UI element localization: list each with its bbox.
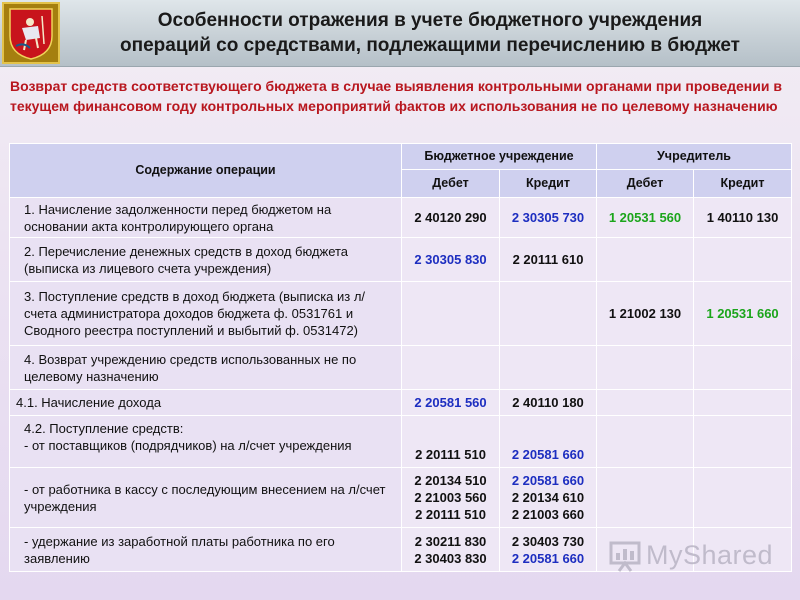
cell-institution-credit: 2 30305 730 [500, 198, 597, 238]
cell-institution-credit [500, 346, 597, 390]
cell-founder-debit [597, 468, 694, 528]
account-line: 2 20581 660 [511, 550, 585, 566]
row-description: 1. Начисление задолженности перед бюджетом на основании акта контролирующего органа [10, 198, 402, 238]
row-description: 3. Поступление средств в доход бюджета (выписка из л/ счета администратора доходов бюджета ф. 0531761 и Сводного реестра поступлений и выбытий ф. 0531472) [10, 282, 402, 346]
cell-founder-credit [694, 238, 792, 282]
cell-institution-debit [402, 528, 500, 572]
cell-founder-debit [597, 390, 694, 416]
header-founder-credit: Кредит [694, 170, 792, 198]
cell-institution-debit [402, 468, 500, 528]
header-founder: Учредитель [597, 144, 792, 170]
cell-founder-debit: 1 20531 560 [597, 198, 694, 238]
moscow-coat-of-arms-icon [2, 2, 60, 64]
row-description: - от работника в кассу с последующим внесением на л/счет учреждения [10, 468, 402, 528]
account-line: 2 30211 830 [414, 533, 487, 549]
account-line: 2 20134 510 [414, 473, 487, 488]
cell-institution-credit [500, 282, 597, 346]
cell-institution-debit: 2 20581 560 [402, 390, 500, 416]
cell-institution-debit: 2 30305 830 [402, 238, 500, 282]
watermark-text: MyShared [646, 540, 774, 570]
intro-text: Возврат средств соответствующего бюджета в случае выявления контрольными органами при проведении в текущем финансовом году контрольных мероприятий фактов их использования не по целевому назначению [10, 78, 782, 114]
cell-founder-credit: 1 20531 660 [694, 282, 792, 346]
cell-institution-debit: 2 20111 510 [402, 416, 500, 468]
row-description: 4. Возврат учреждению средств использованных не по целевому назначению [10, 346, 402, 390]
cell-founder-credit: 1 40110 130 [694, 198, 792, 238]
table-row [10, 390, 792, 416]
cell-founder-debit: 1 21002 130 [597, 282, 694, 346]
header-institution-debit: Дебет [402, 170, 500, 198]
header-institution-credit: Кредит [500, 170, 597, 198]
account-line: 2 21003 560 [414, 490, 487, 505]
cell-founder-credit [694, 416, 792, 468]
header-institution: Бюджетное учреждение [402, 144, 597, 170]
cell-founder-debit [597, 238, 694, 282]
row-description: 2. Перечисление денежных средств в доход бюджета (выписка из лицевого счета учреждения) [10, 238, 402, 282]
title-line-1: Особенности отражения в учете бюджетного учреждения [157, 10, 703, 31]
cell-institution-debit [402, 282, 500, 346]
operations-table [9, 143, 792, 572]
cell-founder-credit [694, 346, 792, 390]
table-row [10, 282, 792, 346]
table-row [10, 198, 792, 238]
cell-institution-debit: 2 40120 290 [402, 198, 500, 238]
account-line: 2 20134 610 [511, 490, 585, 505]
row-description: 4.2. Поступление средств: - от поставщиков (подрядчиков) на л/счет учреждения [10, 416, 402, 468]
title-line-2: операций со средствами, подлежащими перечислению в бюджет [120, 35, 740, 56]
row-description: - удержание из заработной платы работника по его заявлению [10, 528, 402, 572]
account-line: 2 20581 660 [511, 473, 585, 488]
page-title [70, 8, 790, 58]
presentation-board-icon [608, 540, 642, 572]
cell-institution-credit: 2 40110 180 [500, 390, 597, 416]
cell-founder-credit [694, 390, 792, 416]
header-operation: Содержание операции [10, 144, 402, 198]
table-row [10, 416, 792, 468]
account-line: 2 20111 510 [415, 507, 486, 522]
table-row [10, 346, 792, 390]
account-line: 2 21003 660 [511, 507, 585, 522]
slide-header [0, 0, 800, 67]
table-row [10, 238, 792, 282]
cell-founder-debit [597, 346, 694, 390]
cell-institution-credit [500, 468, 597, 528]
cell-institution-debit [402, 346, 500, 390]
table-row [10, 468, 792, 528]
cell-institution-credit: 2 20111 610 [500, 238, 597, 282]
cell-institution-credit [500, 528, 597, 572]
header-founder-debit: Дебет [597, 170, 694, 198]
account-line: 2 30403 730 [511, 533, 585, 549]
cell-founder-debit [597, 416, 694, 468]
cell-institution-credit: 2 20581 660 [500, 416, 597, 468]
cell-founder-credit [694, 468, 792, 528]
myshared-watermark [608, 540, 778, 572]
row-description: 4.1. Начисление дохода [10, 390, 402, 416]
account-line: 2 30403 830 [414, 550, 487, 566]
